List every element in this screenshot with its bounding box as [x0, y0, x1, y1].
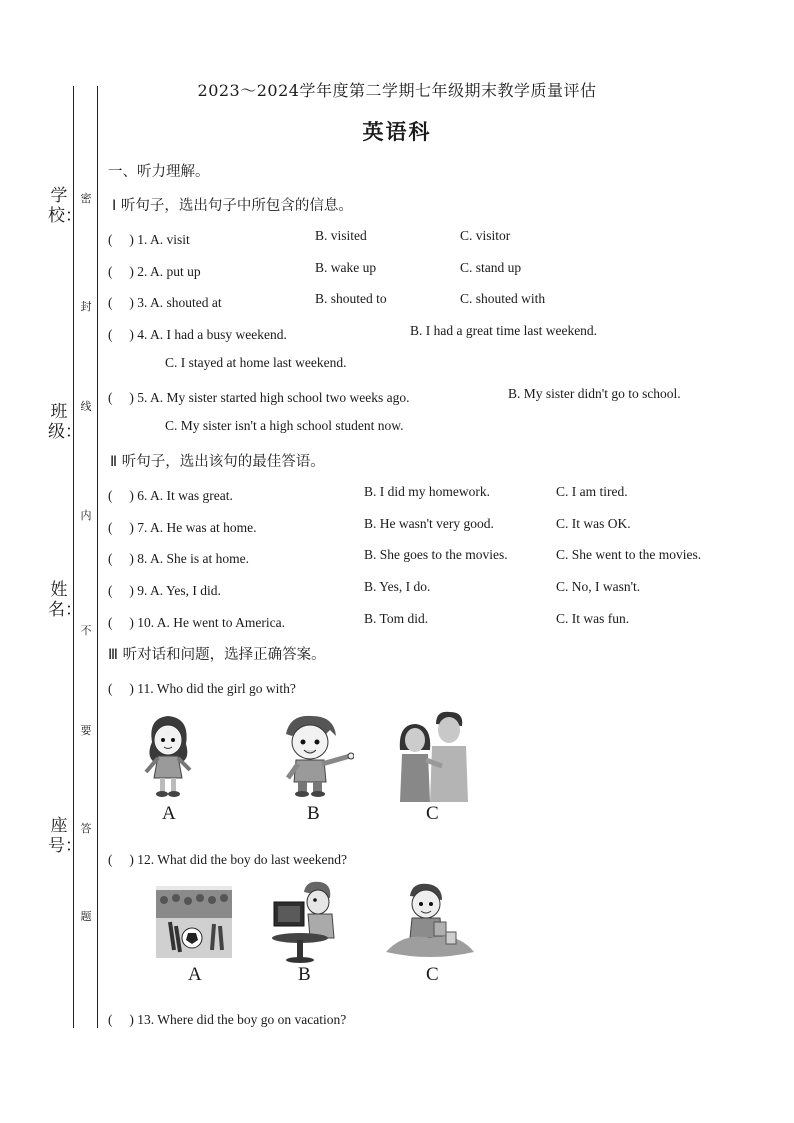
question-12: ( ) 12. What did the boy do last weekend?: [108, 852, 347, 867]
option-b: B. wake up: [315, 260, 377, 275]
seat-field-label: 座号：: [48, 816, 82, 856]
question-7: ( ) 7. A. He was at home.: [108, 520, 257, 535]
picture-label-c: C: [426, 964, 439, 985]
question-8: ( ) 8. A. She is at home.: [108, 551, 249, 566]
question-9: ( ) 9. A. Yes, I did.: [108, 583, 221, 598]
exam-title: 2023～2024学年度第二学期七年级期末教学质量评估: [197, 81, 597, 100]
option-b: B. Yes, I do.: [364, 579, 431, 594]
option-b: B. I had a great time last weekend.: [410, 323, 598, 338]
option-c: C. I stayed at home last weekend.: [165, 355, 347, 370]
picture-label-a: A: [188, 964, 202, 985]
option-b: B. She goes to the movies.: [364, 547, 508, 562]
computer-picture: [270, 880, 340, 964]
seal-char: 密: [80, 192, 92, 205]
girl-picture: [138, 712, 198, 800]
subject-title: 英语科: [362, 119, 432, 144]
seal-char: 不: [80, 624, 92, 637]
class-field-label: 班级：: [48, 402, 82, 442]
question-6: ( ) 6. A. It was great.: [108, 488, 233, 503]
seal-char: 线: [80, 400, 92, 413]
seal-char: 答: [80, 822, 92, 835]
option-c: C. It was OK.: [556, 516, 631, 531]
parents-picture: [396, 710, 470, 802]
option-b: B. He wasn't very good.: [364, 516, 494, 531]
question-1: ( ) 1. A. visit: [108, 232, 190, 247]
option-c: C. stand up: [460, 260, 522, 275]
question-13: ( ) 13. Where did the boy go on vacation?: [108, 1012, 347, 1027]
picture-label-c: C: [426, 803, 439, 824]
boy-picture: [272, 712, 354, 800]
option-b: B. Tom did.: [364, 611, 429, 626]
soccer-game-picture: [156, 886, 232, 958]
question-10: ( ) 10. A. He went to America.: [108, 615, 285, 630]
question-3: ( ) 3. A. shouted at: [108, 295, 222, 310]
name-field-label: 姓名：: [48, 580, 82, 620]
option-b: B. visited: [315, 228, 367, 243]
option-b: B. My sister didn't go to school.: [508, 386, 681, 401]
picture-label-a: A: [162, 803, 176, 824]
binding-line-left: [73, 86, 74, 1028]
seal-char: 题: [80, 910, 92, 923]
section-heading: Ⅰ 听句子，选出句子中所包含的信息。: [112, 198, 353, 214]
option-c: C. shouted with: [460, 291, 546, 306]
option-c: C. It was fun.: [556, 611, 630, 626]
section-heading: Ⅲ 听对话和问题，选择正确答案。: [108, 647, 326, 663]
question-4: ( ) 4. A. I had a busy weekend.: [108, 327, 287, 342]
picture-label-b: B: [307, 803, 320, 824]
binding-line-right: [97, 86, 98, 1028]
school-field-label: 学校：: [48, 186, 82, 226]
part-heading: 一、听力理解。: [108, 164, 210, 180]
option-b: B. shouted to: [315, 291, 387, 306]
section-heading: Ⅱ 听句子，选出该句的最佳答语。: [110, 454, 325, 470]
question-11: ( ) 11. Who did the girl go with?: [108, 681, 296, 696]
option-b: B. I did my homework.: [364, 484, 490, 499]
question-2: ( ) 2. A. put up: [108, 264, 201, 279]
option-c: C. No, I wasn't.: [556, 579, 641, 594]
option-c: C. My sister isn't a high school student now.: [165, 418, 404, 433]
option-c: C. She went to the movies.: [556, 547, 702, 562]
picture-label-b: B: [298, 964, 311, 985]
question-5: ( ) 5. A. My sister started high school two weeks ago.: [108, 390, 410, 405]
seal-char: 内: [80, 509, 92, 522]
seal-char: 封: [80, 300, 92, 313]
option-c: C. visitor: [460, 228, 511, 243]
sandcastle-picture: [384, 882, 476, 962]
option-c: C. I am tired.: [556, 484, 628, 499]
seal-char: 要: [80, 724, 92, 737]
